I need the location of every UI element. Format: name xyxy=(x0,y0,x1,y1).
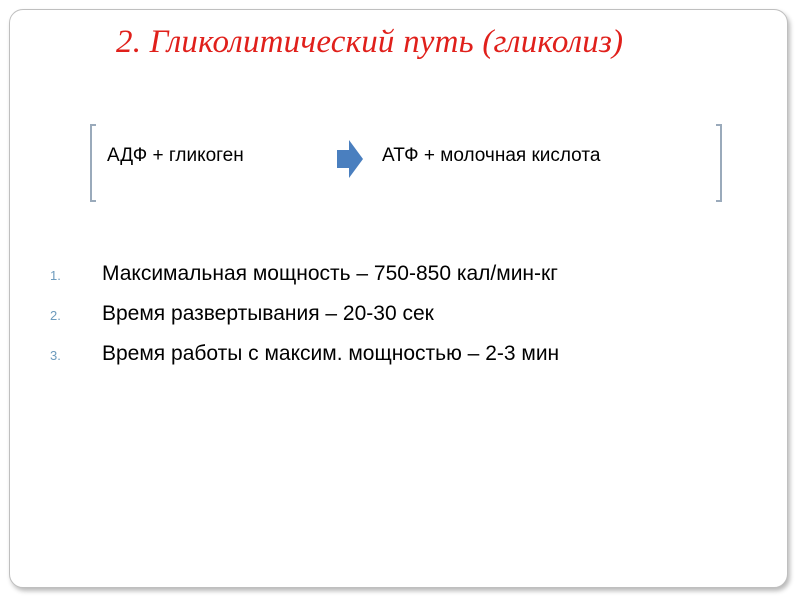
right-arrow-icon xyxy=(337,140,363,178)
slide-frame xyxy=(9,9,788,588)
right-bracket-icon xyxy=(715,124,723,202)
list-item-number: 1. xyxy=(50,268,61,283)
slide-title: 2. Гликолитический путь (гликолиз) xyxy=(116,24,624,60)
left-bracket-icon xyxy=(89,124,97,202)
list-item-number: 3. xyxy=(50,348,61,363)
equation-reactants: АДФ + гликоген xyxy=(107,145,244,166)
equation-products: АТФ + молочная кислота xyxy=(382,145,601,166)
list-item-text: Максимальная мощность – 750-850 кал/мин-кг xyxy=(102,262,558,285)
list-item-text: Время работы с максим. мощностью – 2-3 мин xyxy=(102,342,560,365)
list-item-text: Время развертывания – 20-30 сек xyxy=(102,302,434,325)
list-item-number: 2. xyxy=(50,308,61,323)
